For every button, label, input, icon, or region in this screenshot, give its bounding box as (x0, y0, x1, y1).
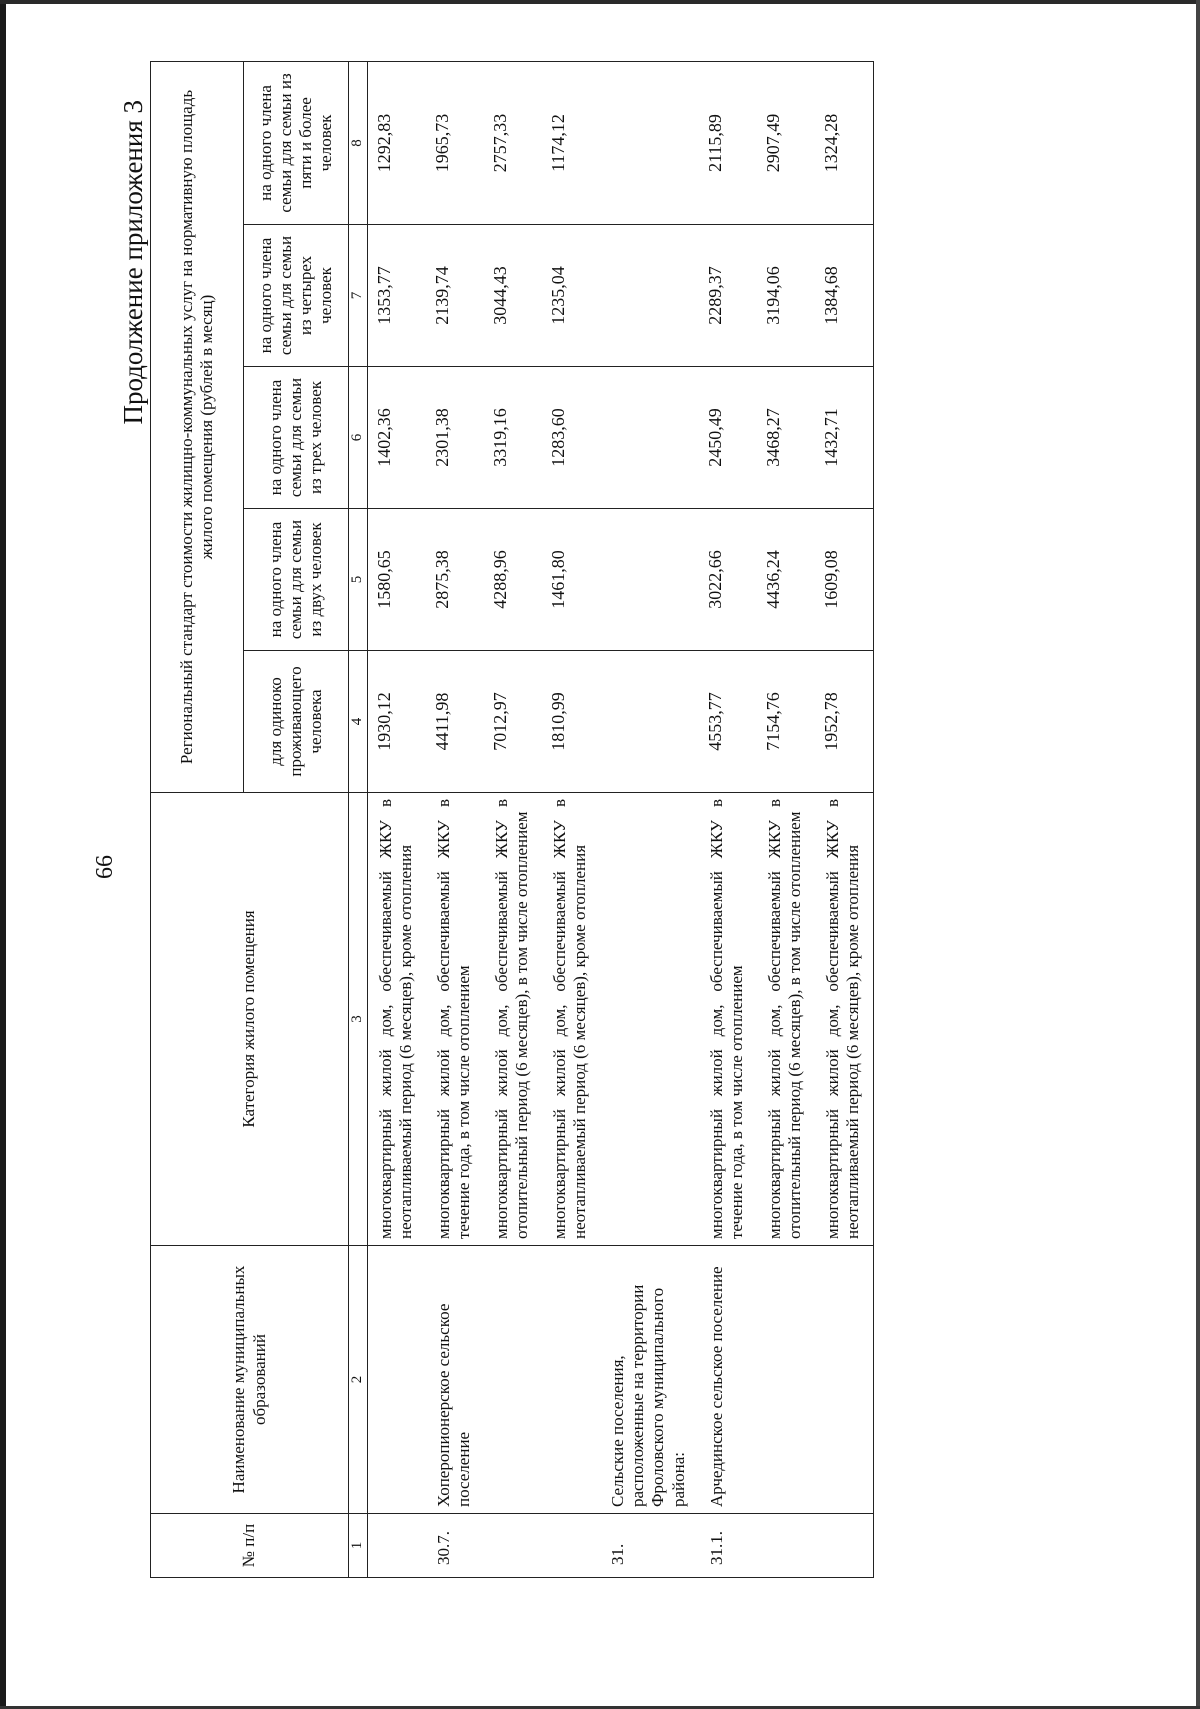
table-row (815, 61, 874, 1577)
municipality-name (368, 1246, 427, 1514)
table-row (542, 61, 600, 1577)
housing-category: многоквартирный жилой дом, обеспечиваемый ЖКУ в неотапливаемый период (6 месяцев), кроме отопления (542, 793, 600, 1246)
col-number: 8 (349, 61, 368, 224)
header-name: Наименование муниципальных образований (151, 1246, 349, 1514)
row-number: 31.1. (699, 1514, 757, 1578)
table-row (600, 61, 698, 1577)
value-family-4: 1353,77 (368, 225, 427, 367)
value-family-3: 1432,71 (815, 367, 874, 509)
housing-category: многоквартирный жилой дом, обеспечиваемый ЖКУ в отопительный период (6 месяцев), в том числе отоплением (757, 793, 815, 1246)
value-family-5plus (600, 61, 698, 224)
value-family-5plus: 1324,28 (815, 61, 874, 224)
table-row (426, 61, 484, 1577)
table-row (368, 61, 427, 1577)
value-single: 4553,77 (699, 651, 757, 793)
housing-category: многоквартирный жилой дом, обеспечиваемый ЖКУ в неотапливаемый период (6 месяцев), кроме отопления (815, 793, 874, 1246)
municipality-name (484, 1246, 542, 1514)
value-single: 1952,78 (815, 651, 874, 793)
municipality-name (542, 1246, 600, 1514)
value-family-3: 1402,36 (368, 367, 427, 509)
value-family-3: 3468,27 (757, 367, 815, 509)
col-number: 2 (349, 1246, 368, 1514)
row-number (484, 1514, 542, 1578)
row-number (368, 1514, 427, 1578)
municipality-name (757, 1246, 815, 1514)
value-single (600, 651, 698, 793)
value-family-4: 2139,74 (426, 225, 484, 367)
value-single: 1930,12 (368, 651, 427, 793)
value-family-4: 1384,68 (815, 225, 874, 367)
column-number-row (349, 61, 368, 1577)
header-group: Региональный стандарт стоимости жилищно-коммунальных услуг на нормативную площадь жилого помещения (рублей в месяц) (151, 61, 244, 792)
header-category: Категория жилого помещения (151, 793, 349, 1246)
municipality-name: Хоперопионерское сельское поселение (426, 1246, 484, 1514)
row-number (757, 1514, 815, 1578)
col-number: 1 (349, 1514, 368, 1578)
value-family-2: 4288,96 (484, 509, 542, 651)
col-number: 5 (349, 509, 368, 651)
value-family-2: 2875,38 (426, 509, 484, 651)
continuation-heading: Продолжение приложения 3 (118, 100, 148, 425)
tariff-table (150, 61, 874, 1578)
value-family-3: 3319,16 (484, 367, 542, 509)
header-sub-1: для одиноко проживающего человека (244, 651, 349, 793)
value-family-4 (600, 225, 698, 367)
col-number: 7 (349, 225, 368, 367)
value-family-3 (600, 367, 698, 509)
value-family-2 (600, 509, 698, 651)
col-number: 4 (349, 651, 368, 793)
col-number: 3 (349, 793, 368, 1246)
table-header (151, 61, 368, 1577)
value-family-3: 1283,60 (542, 367, 600, 509)
row-number (542, 1514, 600, 1578)
header-sub-5: на одного члена семьи для семьи из пяти и более человек (244, 61, 349, 224)
municipality-name (815, 1246, 874, 1514)
col-number: 6 (349, 367, 368, 509)
row-number: 30.7. (426, 1514, 484, 1578)
value-family-2: 4436,24 (757, 509, 815, 651)
value-family-5plus: 2757,33 (484, 61, 542, 224)
municipality-name: Сельские поселения, расположенные на территории Фроловского муниципального района: (600, 1246, 698, 1514)
table-row (484, 61, 542, 1577)
value-family-5plus: 1174,12 (542, 61, 600, 224)
value-family-4: 1235,04 (542, 225, 600, 367)
value-family-5plus: 1965,73 (426, 61, 484, 224)
header-no: № п/п (151, 1514, 349, 1578)
header-sub-4: на одного члена семьи для семьи из четырех человек (244, 225, 349, 367)
value-family-2: 1461,80 (542, 509, 600, 651)
page-number: 66 (92, 855, 118, 879)
housing-category: многоквартирный жилой дом, обеспечиваемый ЖКУ в неотапливаемый период (6 месяцев), кроме отопления (368, 793, 427, 1246)
housing-category: многоквартирный жилой дом, обеспечиваемый ЖКУ в отопительный период (6 месяцев), в том числе отоплением (484, 793, 542, 1246)
row-number (815, 1514, 874, 1578)
header-sub-2: на одного члена семьи для семьи из двух человек (244, 509, 349, 651)
municipality-name: Арчединское сельское поселение (699, 1246, 757, 1514)
housing-category: многоквартирный жилой дом, обеспечиваемый ЖКУ в течение года, в том числе отоплением (699, 793, 757, 1246)
table-body (368, 61, 874, 1577)
housing-category (600, 793, 698, 1246)
value-family-4: 3194,06 (757, 225, 815, 367)
value-family-4: 3044,43 (484, 225, 542, 367)
header-sub-3: на одного члена семьи для семьи из трех человек (244, 367, 349, 509)
value-single: 4411,98 (426, 651, 484, 793)
housing-category: многоквартирный жилой дом, обеспечиваемый ЖКУ в течение года, в том числе отоплением (426, 793, 484, 1246)
value-family-3: 2450,49 (699, 367, 757, 509)
value-family-4: 2289,37 (699, 225, 757, 367)
value-family-5plus: 1292,83 (368, 61, 427, 224)
value-single: 7012,97 (484, 651, 542, 793)
value-family-2: 1609,08 (815, 509, 874, 651)
table-row (699, 61, 757, 1577)
value-family-2: 3022,66 (699, 509, 757, 651)
value-family-2: 1580,65 (368, 509, 427, 651)
value-single: 7154,76 (757, 651, 815, 793)
value-family-5plus: 2115,89 (699, 61, 757, 224)
value-family-3: 2301,38 (426, 367, 484, 509)
table-row (757, 61, 815, 1577)
row-number: 31. (600, 1514, 698, 1578)
value-single: 1810,99 (542, 651, 600, 793)
value-family-5plus: 2907,49 (757, 61, 815, 224)
